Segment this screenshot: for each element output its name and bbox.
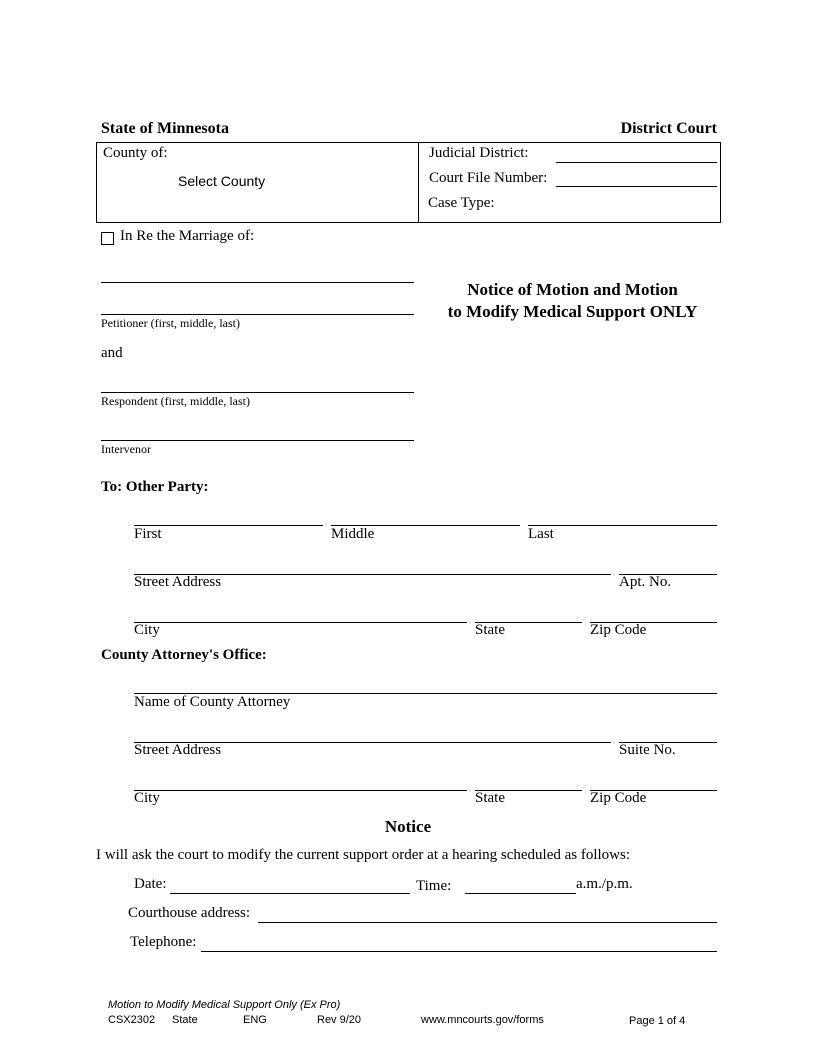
county-label: County of: <box>103 145 168 161</box>
judicial-district-field[interactable] <box>556 162 717 163</box>
attorney-zip-label: Zip Code <box>590 790 647 806</box>
footer-code: CSX2302 <box>108 1014 156 1026</box>
courthouse-label: Courthouse address: <box>128 905 251 921</box>
footer-form-title: Motion to Modify Medical Support Only (Ex Pro) <box>108 999 341 1011</box>
caption-divider <box>418 142 419 222</box>
time-label: Time: <box>416 878 452 894</box>
other-party-heading: To: Other Party: <box>101 479 209 495</box>
date-field[interactable] <box>170 893 410 894</box>
other-first-label: First <box>134 526 162 542</box>
footer-rev: Rev 9/20 <box>317 1014 362 1026</box>
marriage-checkbox[interactable] <box>101 232 114 245</box>
footer-url: www.mncourts.gov/forms <box>421 1014 544 1026</box>
respondent-line[interactable] <box>101 392 414 393</box>
form-title-line-2: to Modify Medical Support ONLY <box>447 302 698 321</box>
attorney-city-line[interactable] <box>134 790 467 791</box>
county-attorney-heading: County Attorney's Office: <box>101 647 267 663</box>
court-heading: District Court <box>620 120 717 137</box>
petitioner-line-2[interactable] <box>101 314 414 315</box>
telephone-label: Telephone: <box>130 934 197 950</box>
ampm-label: a.m./p.m. <box>576 876 633 892</box>
court-file-field[interactable] <box>556 186 717 187</box>
other-last-label: Last <box>528 526 554 542</box>
other-city-line[interactable] <box>134 622 467 623</box>
attorney-suite-label: Suite No. <box>619 742 676 758</box>
other-middle-label: Middle <box>331 526 375 542</box>
case-type-label: Case Type: <box>428 195 495 211</box>
footer-lang: ENG <box>243 1014 267 1026</box>
respondent-label: Respondent (first, middle, last) <box>101 394 250 408</box>
other-city-label: City <box>134 622 160 638</box>
other-zip-label: Zip Code <box>590 622 647 638</box>
other-state-label: State <box>475 622 505 638</box>
time-field[interactable] <box>465 893 576 894</box>
other-apt-label: Apt. No. <box>619 574 672 590</box>
and-text: and <box>101 345 123 361</box>
attorney-state-label: State <box>475 790 505 806</box>
courthouse-field[interactable] <box>258 922 717 923</box>
other-first-line[interactable] <box>134 525 323 526</box>
notice-heading: Notice <box>384 817 432 836</box>
footer-state: State <box>172 1014 198 1026</box>
other-last-line[interactable] <box>528 525 717 526</box>
date-label: Date: <box>134 876 167 892</box>
petitioner-label: Petitioner (first, middle, last) <box>101 316 240 330</box>
footer-page: Page 1 of 4 <box>629 1015 686 1027</box>
attorney-street-label: Street Address <box>134 742 222 758</box>
attorney-city-label: City <box>134 790 160 806</box>
form-title-line-1: Notice of Motion and Motion <box>467 280 678 299</box>
notice-intro: I will ask the court to modify the current support order at a hearing scheduled as follows: <box>96 847 631 863</box>
telephone-field[interactable] <box>201 951 717 952</box>
other-street-label: Street Address <box>134 574 222 590</box>
judicial-district-label: Judicial District: <box>429 145 529 161</box>
attorney-name-label: Name of County Attorney <box>134 694 291 710</box>
petitioner-line-1[interactable] <box>101 282 414 283</box>
county-select[interactable]: Select County <box>178 173 266 189</box>
intervenor-line[interactable] <box>101 440 414 441</box>
marriage-label: In Re the Marriage of: <box>120 228 255 244</box>
intervenor-label: Intervenor <box>101 442 151 456</box>
court-file-label: Court File Number: <box>429 170 548 186</box>
state-heading: State of Minnesota <box>101 120 229 137</box>
